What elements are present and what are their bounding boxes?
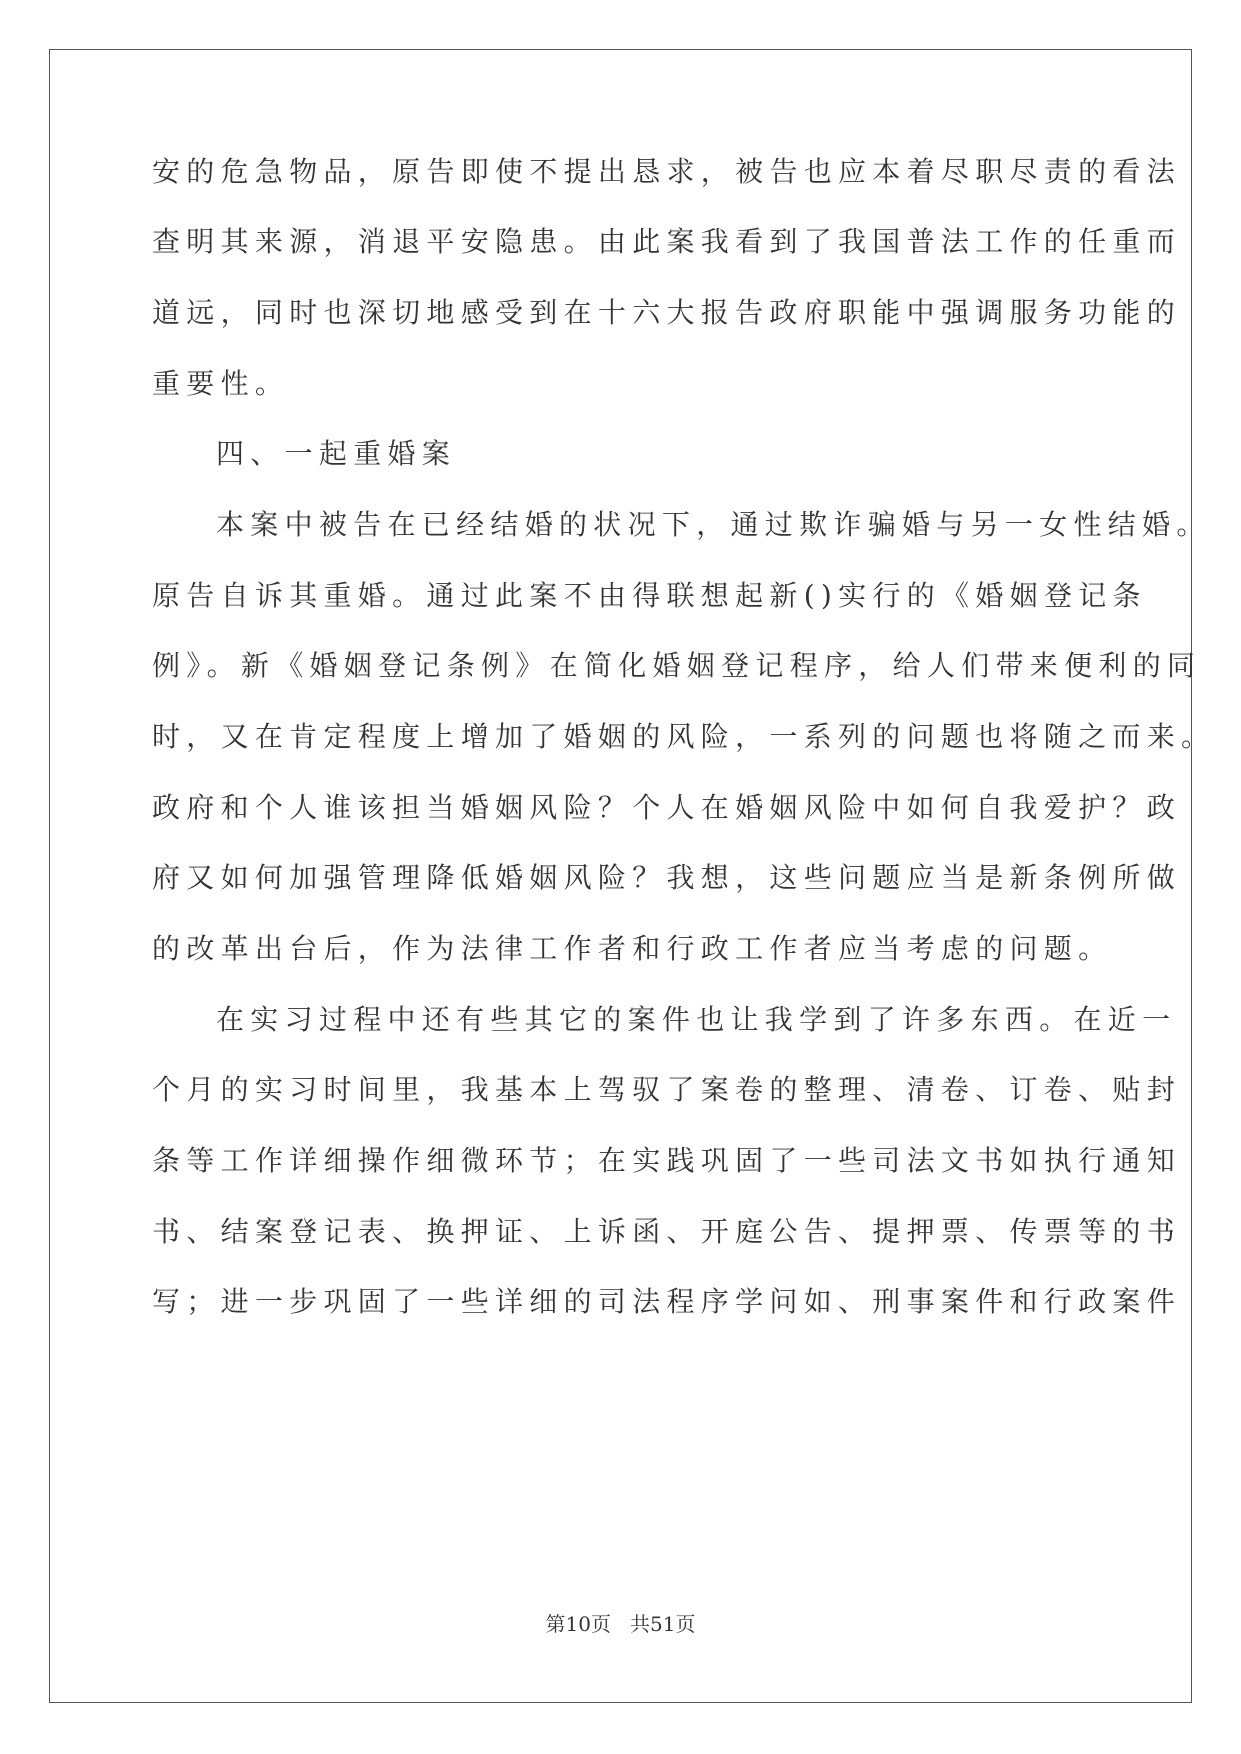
text-line: 书、结案登记表、换押证、上诉函、开庭公告、提押票、传票等的书 — [152, 1215, 1182, 1248]
text-line: 条等工作详细操作细微环节；在实践巩固了一些司法文书如执行通知 — [152, 1144, 1182, 1177]
text-line: 的改革出台后，作为法律工作者和行政工作者应当考虑的问题。 — [152, 932, 1113, 965]
text-line: 道远，同时也深切地感受到在十六大报告政府职能中强调服务功能的 — [152, 296, 1182, 329]
text-line: 政府和个人谁该担当婚姻风险？个人在婚姻风险中如何自我爱护？政 — [152, 791, 1182, 824]
text-line: 府又如何加强管理降低婚姻风险？我想，这些问题应当是新条例所做 — [152, 861, 1182, 894]
text-line: 个月的实习时间里，我基本上驾驭了案卷的整理、清卷、订卷、贴封 — [152, 1073, 1182, 1106]
section-heading: 四、一起重婚案 — [216, 437, 457, 470]
text-line: 例》。新《婚姻登记条例》在简化婚姻登记程序，给人们带来便利的同 — [152, 649, 1202, 682]
page-footer — [0, 1610, 1241, 1638]
text-line: 本案中被告在已经结婚的状况下，通过欺诈骗婚与另一女性结婚。 — [216, 508, 1211, 541]
text-line: 查明其来源，消退平安隐患。由此案我看到了我国普法工作的任重而 — [152, 225, 1182, 258]
page-total: 共51页 — [630, 1612, 696, 1636]
text-line: 安的危急物品，原告即使不提出恳求，被告也应本着尽职尽责的看法 — [152, 155, 1182, 188]
text-line: 写；进一步巩固了一些详细的司法程序学问如、刑事案件和行政案件 — [152, 1285, 1182, 1318]
text-line: 在实习过程中还有些其它的案件也让我学到了许多东西。在近一 — [216, 1003, 1177, 1036]
page-number: 第10页 — [545, 1612, 611, 1636]
text-line: 重要性。 — [152, 367, 290, 400]
text-line: 原告自诉其重婚。通过此案不由得联想起新()实行的《婚姻登记条 — [152, 579, 1147, 612]
text-line: 时，又在肯定程度上增加了婚姻的风险，一系列的问题也将随之而来。 — [152, 720, 1216, 753]
